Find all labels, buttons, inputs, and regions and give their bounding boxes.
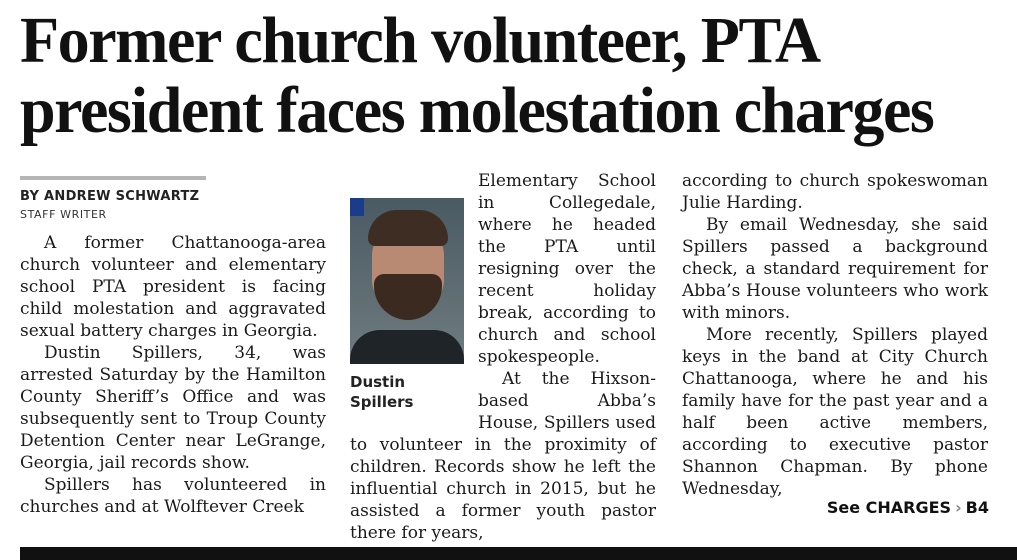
beard-shape: [374, 274, 442, 320]
jump-label: CHARGES: [865, 498, 952, 517]
bottom-rule: [20, 547, 1017, 560]
paragraph: according to church spokeswoman Julie Harding.: [682, 171, 988, 213]
byline-title: STAFF WRITER: [20, 208, 107, 221]
caption-line-1: Dustin: [350, 373, 406, 391]
paragraph: By email Wednesday, she said Spillers passed a background check, a standard requirement for Abba’s House volunteers who work with minors.: [682, 215, 988, 323]
photo-caption: [350, 372, 470, 412]
hair-shape: [368, 210, 448, 246]
article-column-2: [350, 170, 656, 544]
paragraph: Dustin Spillers, 34, was arrested Saturday by the Hamilton County Sheriff’s Office and was subsequently sent to Troup County Detention Center near LeGrange, Georgia, jail records show.: [20, 343, 326, 473]
flag-shape: [350, 198, 364, 216]
caption-line-2: Spillers: [350, 393, 414, 411]
byline-rule: [20, 176, 206, 180]
shirt-shape: [350, 330, 464, 364]
jump-line[interactable]: [827, 498, 989, 517]
byline-author: BY ANDREW SCHWARTZ: [20, 189, 200, 204]
paragraph: More recently, Spillers played keys in the band at City Church Chattanooga, where he and his family have for the past year and a half been active members, according to executive pastor Shannon Chapman. By phone Wednesday,: [682, 325, 988, 499]
paragraph: At the Hixson-based Abba’s House, Spillers used to volunteer in the proximity of children. Records show he left the influential church in 2015, but he assisted a former youth pastor there for years,: [350, 369, 656, 543]
paragraph: A former Chattanooga-area church volunteer and elementary school PTA president is facing child molestation and aggravated sexual battery charges in Georgia.: [20, 233, 326, 341]
mugshot-photo: [350, 198, 464, 364]
article-column-3: [682, 170, 988, 500]
jump-see: See: [826, 498, 861, 517]
chevron-right-icon: ›: [955, 498, 962, 517]
headline: [20, 6, 980, 146]
article-column-1: [20, 232, 326, 518]
headline-line-1: Former church volunteer, PTA: [20, 4, 820, 77]
paragraph: Elementary School in Collegedale, where he headed the PTA until resigning over the recent holiday break, according to church and school spokespeople.: [478, 171, 656, 367]
paragraph: Spillers has volunteered in churches and at Wolftever Creek: [20, 475, 326, 517]
mugshot-figure: [350, 198, 470, 433]
jump-page: B4: [965, 498, 989, 517]
headline-line-2: president faces molestation charges: [20, 74, 934, 147]
